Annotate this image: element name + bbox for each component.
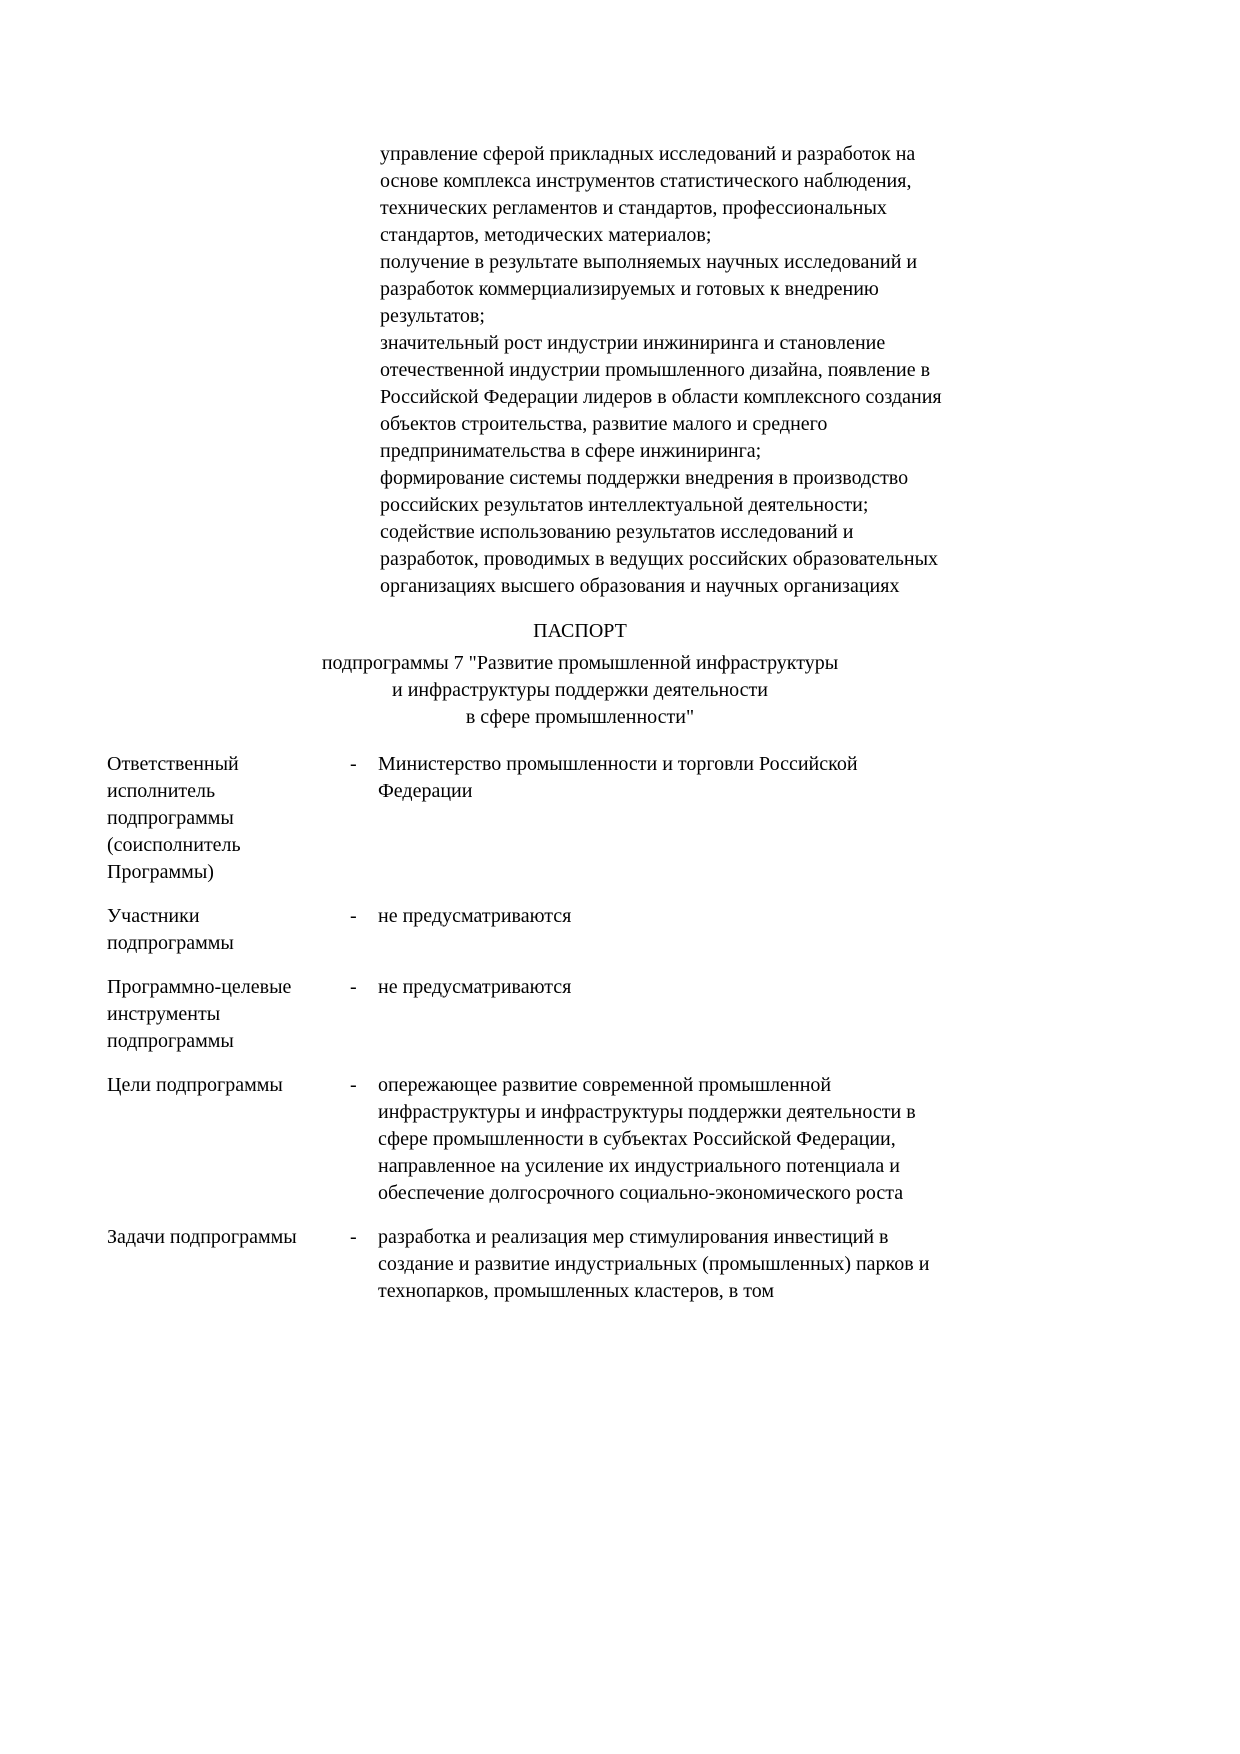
intro-paragraph: содействие использованию результатов исследований и разработок, проводимых в ведущих российских образовательных организациях высшего образования и научных организациях (380, 521, 939, 597)
row-value: разработка и реализация мер стимулирования инвестиций в создание и развитие индустриальных (промышленных) парков и технопарков, промышленных кластеров, в том (378, 1226, 930, 1302)
passport-row (107, 1224, 1053, 1305)
passport-row (107, 903, 1053, 957)
row-label: Программно-целевые инструменты подпрограммы (107, 976, 292, 1052)
row-value: не предусматриваются (378, 976, 572, 998)
row-dash: - (350, 976, 357, 998)
intro-paragraph: управление сферой прикладных исследований и разработок на основе комплекса инструментов статистического наблюдения, технических регламентов и стандартов, профессиональных стандартов, методических материалов; (380, 143, 916, 246)
passport-row (107, 1072, 1053, 1207)
intro-paragraph: формирование системы поддержки внедрения в производство российских результатов интеллектуальной деятельности; (380, 467, 909, 516)
row-value: Министерство промышленности и торговли Российской Федерации (378, 753, 858, 802)
passport-heading-block (107, 618, 1053, 731)
row-dash: - (350, 1226, 357, 1248)
row-value: не предусматриваются (378, 905, 572, 927)
passport-subtitle-line: подпрограммы 7 "Развитие промышленной инфраструктуры (321, 652, 839, 674)
passport-row (107, 751, 1053, 886)
intro-paragraph: получение в результате выполняемых научных исследований и разработок коммерциализируемых и готовых к внедрению результатов; (380, 251, 918, 327)
passport-subtitle-line: в сфере промышленности" (465, 706, 695, 728)
passport-title: ПАСПОРТ (533, 620, 627, 642)
row-dash: - (350, 753, 357, 775)
row-label: Ответственный исполнитель подпрограммы (соисполнитель Программы) (107, 753, 241, 883)
passport-table (107, 751, 1053, 1305)
passport-subtitle-line: и инфраструктуры поддержки деятельности (392, 679, 768, 701)
expected-results-text-block (380, 141, 947, 600)
row-dash: - (350, 905, 357, 927)
row-value: опережающее развитие современной промышленной инфраструктуры и инфраструктуры поддержки деятельности в сфере промышленности в субъектах Российской Федерации, направленное на усиление их индустриального потенциала и обеспечение долгосрочного социально-экономического роста (378, 1074, 916, 1204)
row-label: Задачи подпрограммы (107, 1226, 297, 1248)
row-dash: - (350, 1074, 357, 1096)
passport-row (107, 974, 1053, 1055)
intro-paragraph: значительный рост индустрии инжиниринга и становление отечественной индустрии промышленного дизайна, появление в Российской Федерации лидеров в области комплексного создания объектов строительства, развитие малого и среднего предпринимательства в сфере инжиниринга; (380, 332, 942, 462)
document-content (107, 141, 1053, 1322)
row-label: Участники подпрограммы (107, 905, 234, 954)
row-label: Цели подпрограммы (107, 1074, 283, 1096)
